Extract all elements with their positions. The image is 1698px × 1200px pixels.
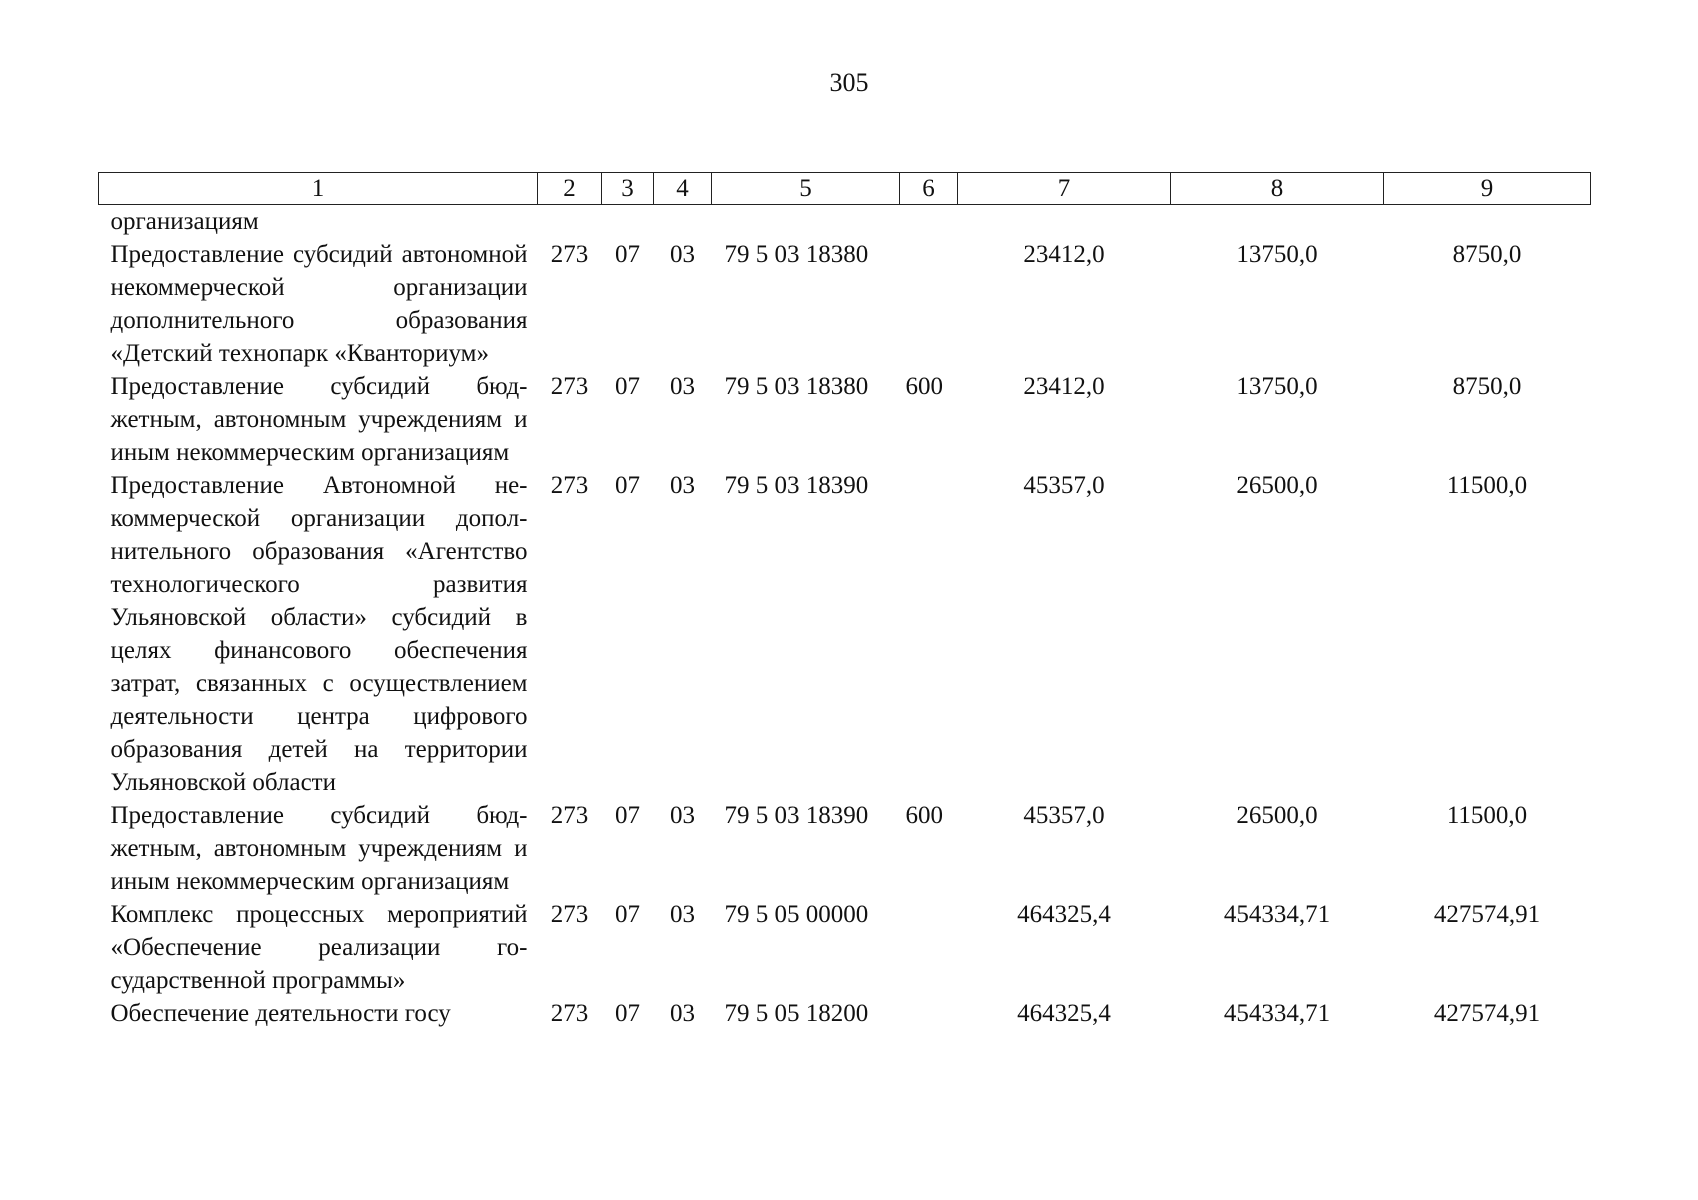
cell-col-3: 07 [615,373,640,400]
cell-col-6 [900,997,958,1030]
table-header [99,173,1591,205]
cell-col-2: 273 [550,802,589,829]
cell-col-5: 79 5 03 18390 [724,802,869,829]
cell-col-7: 464325,4 [1017,901,1111,928]
header-col-8: 8 [1171,173,1384,205]
cell-col-6 [900,898,958,997]
cell-col-2: 273 [550,1000,589,1027]
header-col-2: 2 [538,173,602,205]
cell-col-2: 273 [550,373,589,400]
table-row [99,469,1591,799]
cell-col-3: 07 [615,1000,640,1027]
cell-col-5: 79 5 03 18390 [724,472,869,499]
cell-col-4: 03 [670,472,695,499]
cell-col-4: 03 [670,1000,695,1027]
table-row [99,997,1591,1030]
cell-col-9: 427574,91 [1433,901,1541,928]
cell-col-6: 600 [905,373,943,400]
cell-col-5: 79 5 05 18200 [724,1000,869,1027]
table-row [99,799,1591,898]
cell-col-9: 8750,0 [1452,241,1522,268]
header-col-5: 5 [712,173,900,205]
cell-col-4: 03 [670,802,695,829]
cell-col-2: 273 [550,241,589,268]
cell-col-7: 464325,4 [1017,1000,1111,1027]
cell-col-3: 07 [615,241,640,268]
cell-col-3: 07 [615,472,640,499]
cell-col-8: 13750,0 [1236,241,1318,268]
cell-col-7: 45357,0 [1023,802,1105,829]
header-col-1: 1 [99,173,538,205]
cell-col-7: 45357,0 [1023,472,1105,499]
row-name: Предоставление субсидий бюджетным, автономным учреждениям и иным некоммерческим организациям [110,373,528,466]
cell-col-4: 03 [670,901,695,928]
cell-col-8: 26500,0 [1236,472,1318,499]
cell-col-5 [712,205,900,239]
cell-col-9 [1384,205,1591,239]
cell-col-5: 79 5 03 18380 [724,373,869,400]
row-name: Обеспечение деятельности госу [110,1000,451,1027]
cell-col-2 [538,205,602,239]
cell-col-6 [900,469,958,799]
cell-col-8: 454334,71 [1223,1000,1331,1027]
cell-col-7: 23412,0 [1023,241,1105,268]
cell-col-7: 23412,0 [1023,373,1105,400]
cell-col-3: 07 [615,802,640,829]
table-row [99,238,1591,370]
cell-col-9: 11500,0 [1446,802,1528,829]
cell-col-9: 8750,0 [1452,373,1522,400]
table-row [99,205,1591,239]
row-name: Предоставление субсидий автономной некоммерческой организации дополнительного образования «Детский технопарк «Кванториум» [110,241,528,367]
cell-col-6 [900,205,958,239]
header-row [99,173,1591,205]
header-col-6: 6 [900,173,958,205]
table-row [99,370,1591,469]
page-number: 305 [829,68,869,97]
cell-col-5: 79 5 05 00000 [724,901,869,928]
header-col-4: 4 [654,173,712,205]
cell-col-9: 427574,91 [1433,1000,1541,1027]
cell-col-7 [958,205,1171,239]
row-name: Комплекс процессных мероприятий «Обеспечение реализации государственной программы» [110,901,528,994]
table-body [99,205,1591,1031]
cell-col-2: 273 [550,472,589,499]
cell-col-9: 11500,0 [1446,472,1528,499]
header-col-7: 7 [958,173,1171,205]
cell-col-5: 79 5 03 18380 [724,241,869,268]
cell-col-6: 600 [905,802,943,829]
cell-col-4: 03 [670,241,695,268]
cell-col-8: 13750,0 [1236,373,1318,400]
cell-col-8: 454334,71 [1223,901,1331,928]
cell-col-4: 03 [670,373,695,400]
cell-col-8: 26500,0 [1236,802,1318,829]
header-col-3: 3 [602,173,654,205]
header-col-9: 9 [1384,173,1591,205]
row-name: Предоставление субсидий бюджетным, автономным учреждениям и иным некоммерческим организациям [110,802,528,895]
table-row [99,898,1591,997]
cell-col-2: 273 [550,901,589,928]
cell-col-6 [900,238,958,370]
cell-col-4 [654,205,712,239]
cell-col-3: 07 [615,901,640,928]
row-name: организациям [110,208,259,235]
cell-col-3 [602,205,654,239]
cell-col-8 [1171,205,1384,239]
row-name: Предоставление Автономной некоммерческой организации дополнительного образования «Агентство технологического развития Ульяновской области» субсидий в целях финансового обеспечения затрат, связанных с осуществлением деятельности центра цифрового образования детей на территории Ульяновской области [110,472,528,796]
budget-table [98,172,1591,1030]
